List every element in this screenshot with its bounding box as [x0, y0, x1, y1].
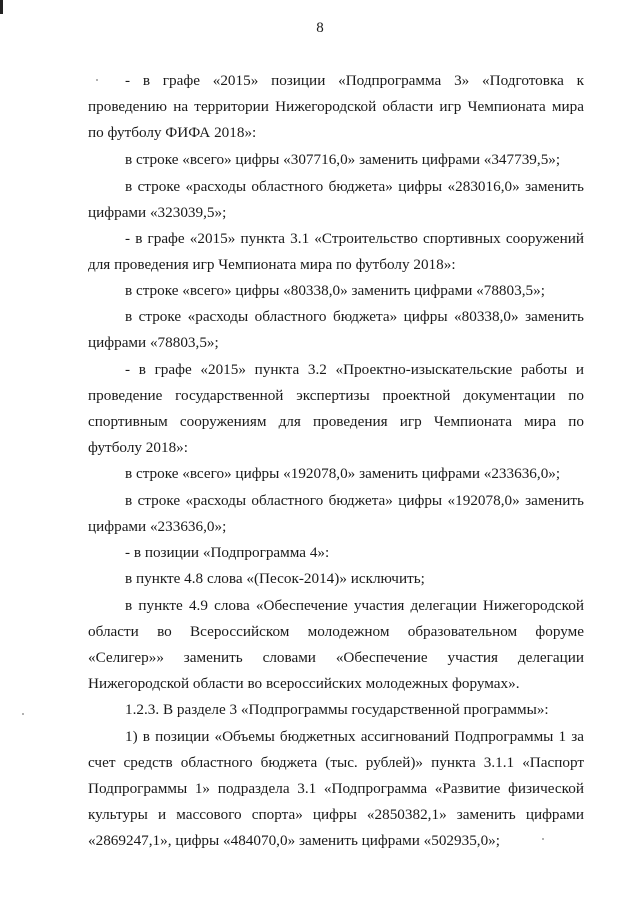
paragraph-line: в строке «расходы областного бюджета» цифры «283016,0» заменить	[125, 178, 584, 195]
paragraph-line: Нижегородской области во всероссийских молодежных форумах».	[88, 675, 520, 692]
paragraph-line: по футболу ФИФА 2018»:	[88, 124, 257, 141]
paragraph-line: футболу 2018»:	[88, 439, 188, 456]
paragraph-line: спортивным сооружениям для проведения игр Чемпионата мира по	[88, 413, 584, 430]
paragraph-line: культуры и массового спорта» цифры «2850382,1» заменить цифрами	[88, 806, 584, 823]
paragraph-line: Подпрограммы 1» подраздела 3.1 «Подпрограмма «Развитие физической	[88, 780, 584, 797]
paragraph-line: - в позиции «Подпрограмма 4»:	[125, 544, 330, 561]
paragraph-line: в строке «всего» цифры «307716,0» заменить цифрами «347739,5»;	[125, 151, 561, 168]
paragraph-line: в строке «всего» цифры «80338,0» заменить цифрами «78803,5»;	[125, 282, 545, 299]
paragraph-line: «2869247,1», цифры «484070,0» заменить цифрами «502935,0»;	[88, 832, 500, 849]
paragraph-line: «Селигер»» заменить словами «Обеспечение участия делегации	[88, 649, 584, 666]
paragraph-line: цифрами «78803,5»;	[88, 334, 219, 351]
paragraph-line: цифрами «233636,0»;	[88, 518, 227, 535]
paragraph-line: в строке «расходы областного бюджета» цифры «80338,0» заменить	[125, 308, 584, 325]
paragraph-line: в строке «расходы областного бюджета» цифры «192078,0» заменить	[125, 492, 584, 509]
paragraph-line: для проведения игр Чемпионата мира по футболу 2018»:	[88, 256, 456, 273]
paragraph-line: - в графе «2015» пункта 3.1 «Строительство спортивных сооружений	[125, 230, 584, 247]
paragraph-line: - в графе «2015» пункта 3.2 «Проектно-изыскательские работы и	[125, 361, 584, 378]
paragraph-line: проведению на территории Нижегородской области игр Чемпионата мира	[88, 98, 584, 115]
scan-speck	[22, 713, 24, 715]
paragraph-line: в строке «всего» цифры «192078,0» заменить цифрами «233636,0»;	[125, 465, 561, 482]
section-heading-line: 1.2.3. В разделе 3 «Подпрограммы государственной программы»:	[125, 701, 549, 718]
paragraph-line: счет средств областного бюджета (тыс. рублей)» пункта 3.1.1 «Паспорт	[88, 754, 584, 771]
paragraph-line: - в графе «2015» позиции «Подпрограмма 3» «Подготовка к	[125, 72, 584, 89]
paragraph-line: области во Всероссийском молодежном образовательном форуме	[88, 623, 584, 640]
paragraph-line: в пункте 4.8 слова «(Песок-2014)» исключить;	[125, 570, 425, 587]
scan-edge-mark	[0, 0, 3, 14]
paragraph-line: проведение государственной экспертизы проектной документации по	[88, 387, 584, 404]
paragraph-line: 1) в позиции «Объемы бюджетных ассигнований Подпрограммы 1 за	[125, 728, 584, 745]
paragraph-line: в пункте 4.9 слова «Обеспечение участия делегации Нижегородской	[125, 597, 584, 614]
page-number: 8	[316, 20, 324, 36]
paragraph-line: цифрами «323039,5»;	[88, 204, 227, 221]
scan-speck	[96, 79, 98, 81]
